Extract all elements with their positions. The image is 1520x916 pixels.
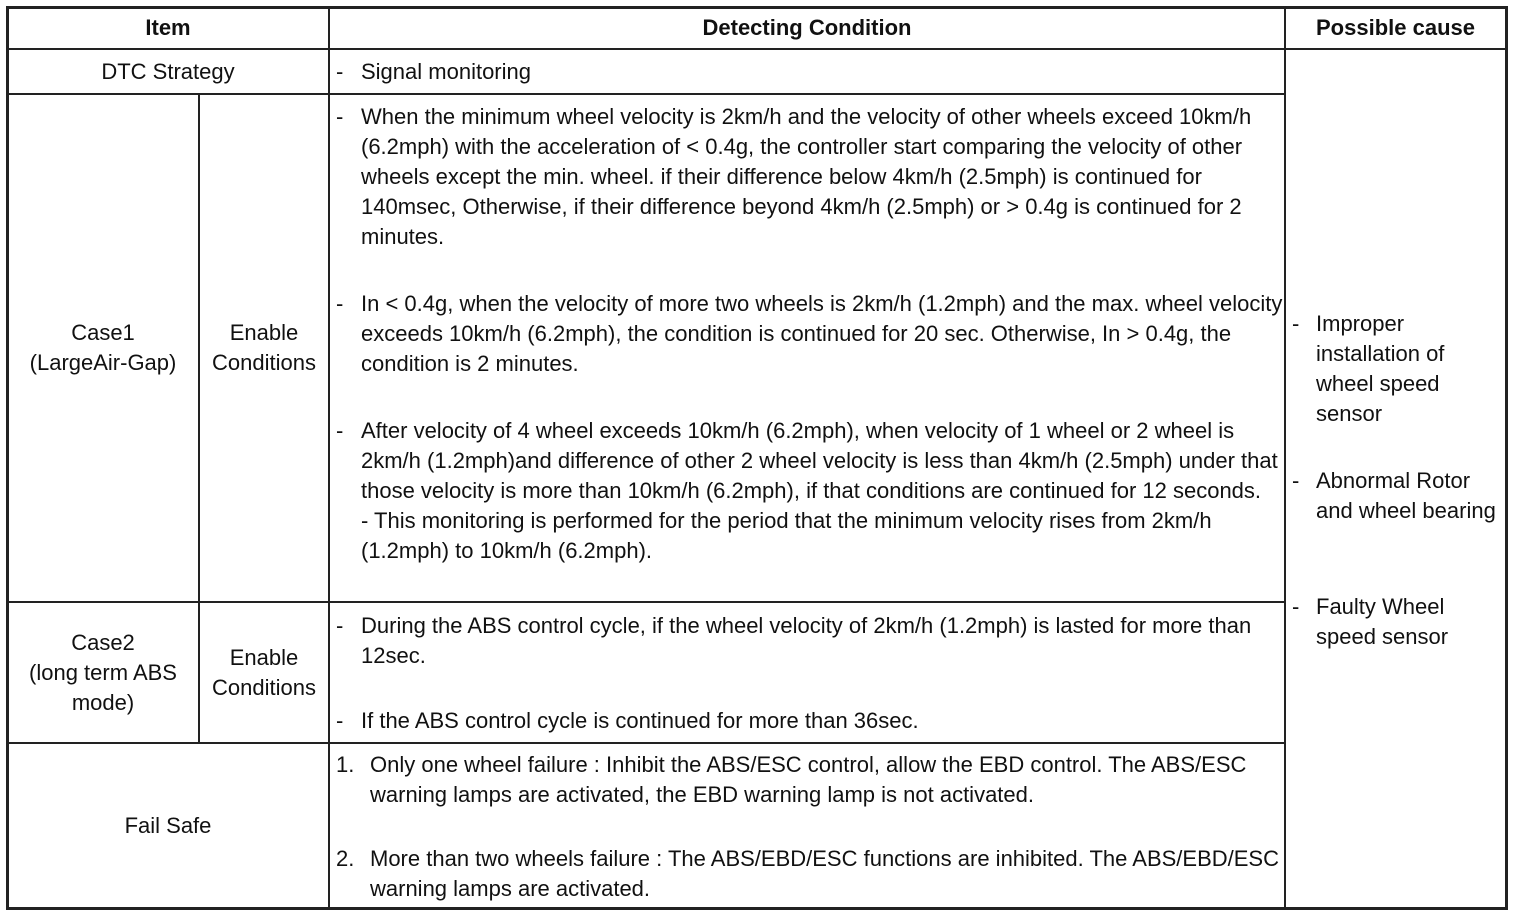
enable-label-line: Enable xyxy=(229,644,299,670)
header-item: Item xyxy=(145,15,191,40)
enable-label-line: Conditions xyxy=(212,674,316,700)
cause-1 xyxy=(1292,309,1506,429)
cause-text: Abnormal Rotor and wheel bearing xyxy=(1316,468,1496,523)
condition-text: When the minimum wheel velocity is 2km/h and the velocity of other wheels exceed 10km/h (6.2mph) with the acceleration of < 0.4g, the controller start comparing the velocity of other wheels except the min. wheel. if their difference below 4km/h (2.5mph) is continued for 140msec, Otherwise, if their difference beyond 4km/h (2.5mph) or > 0.4g is continued for 2 minutes. xyxy=(361,104,1252,249)
case2-condition-1 xyxy=(336,611,1285,671)
table-border-right xyxy=(1505,6,1508,910)
bullet-dash: - xyxy=(336,104,344,129)
header-detecting-condition: Detecting Condition xyxy=(702,15,912,40)
bullet-dash: - xyxy=(1292,594,1300,619)
bullet-dash: - xyxy=(336,708,344,733)
case2-label-line: (long term ABS xyxy=(29,659,177,685)
bullet-dash: - xyxy=(1292,468,1300,493)
bullet-dash: - xyxy=(336,418,344,443)
cause-text: Faulty Wheel speed sensor xyxy=(1316,594,1449,649)
fail-safe-item-2 xyxy=(336,844,1280,904)
list-number: 1. xyxy=(336,752,355,777)
condition-text: During the ABS control cycle, if the wheel velocity of 2km/h (1.2mph) is lasted for more than 12sec. xyxy=(361,613,1252,668)
cause-text: Improper installation of wheel speed sensor xyxy=(1316,311,1445,426)
case1-label-line: (LargeAir-Gap) xyxy=(29,350,177,375)
case2-condition-2 xyxy=(336,706,1285,736)
condition-text: If the ABS control cycle is continued for more than 36sec. xyxy=(361,708,919,733)
bullet-dash: - xyxy=(336,291,344,316)
bullet-dash: - xyxy=(1292,311,1300,336)
bullet-dash: - xyxy=(336,59,344,84)
col-divider xyxy=(328,6,330,910)
enable-label-line: Conditions xyxy=(212,350,316,375)
enable-label-line: Enable xyxy=(229,320,299,345)
sub-note: - This monitoring is performed for the period that the minimum velocity rises from 2km/h (1.2mph) to 10km/h (6.2mph). xyxy=(361,508,1212,563)
fail-safe-item-1 xyxy=(336,750,1280,810)
dtc-strategy-label: DTC Strategy xyxy=(101,58,235,84)
case1-condition-1 xyxy=(336,102,1285,252)
cause-3 xyxy=(1292,592,1506,652)
case2-label xyxy=(8,603,198,742)
case1-condition-3 xyxy=(336,416,1285,566)
case2-label-line: mode) xyxy=(71,689,135,715)
condition-text: Signal monitoring xyxy=(361,59,531,84)
case2-enable-conditions xyxy=(200,603,328,742)
case1-label-line: Case1 xyxy=(71,320,135,345)
table-border-bottom xyxy=(6,907,1507,910)
bullet-dash: - xyxy=(336,613,344,638)
fail-safe-text: More than two wheels failure : The ABS/EBD/ESC functions are inhibited. The ABS/EBD/ESC warning lamps are activated. xyxy=(370,846,1279,901)
case1-label xyxy=(8,95,198,601)
header-possible-cause: Possible cause xyxy=(1316,15,1475,40)
dtc-strategy-condition xyxy=(336,57,1291,87)
cause-2 xyxy=(1292,466,1506,526)
fail-safe-text: Only one wheel failure : Inhibit the ABS/ESC control, allow the EBD control. The ABS/ESC warning lamps are activated, the EBD warning lamp is not activated. xyxy=(370,752,1247,807)
case1-condition-2 xyxy=(336,289,1285,379)
fail-safe-label: Fail Safe xyxy=(124,812,212,838)
case2-label-line: Case2 xyxy=(71,629,135,655)
case1-enable-conditions xyxy=(200,95,328,601)
condition-text: After velocity of 4 wheel exceeds 10km/h (6.2mph), when velocity of 1 wheel or 2 wheel is 2km/h (1.2mph)and difference of other 2 wheel velocity is less than 4km/h (2.5mph) under that those velocity is more than 10km/h (6.2mph), if that conditions are continued for 12 seconds. xyxy=(361,418,1278,503)
list-number: 2. xyxy=(336,846,355,871)
condition-text: In < 0.4g, when the velocity of more two wheels is 2km/h (1.2mph) and the max. wheel velocity exceeds 10km/h (6.2mph), the condition is continued for 20 sec. Otherwise, In > 0.4g, the condition is 2 minutes. xyxy=(361,291,1283,376)
